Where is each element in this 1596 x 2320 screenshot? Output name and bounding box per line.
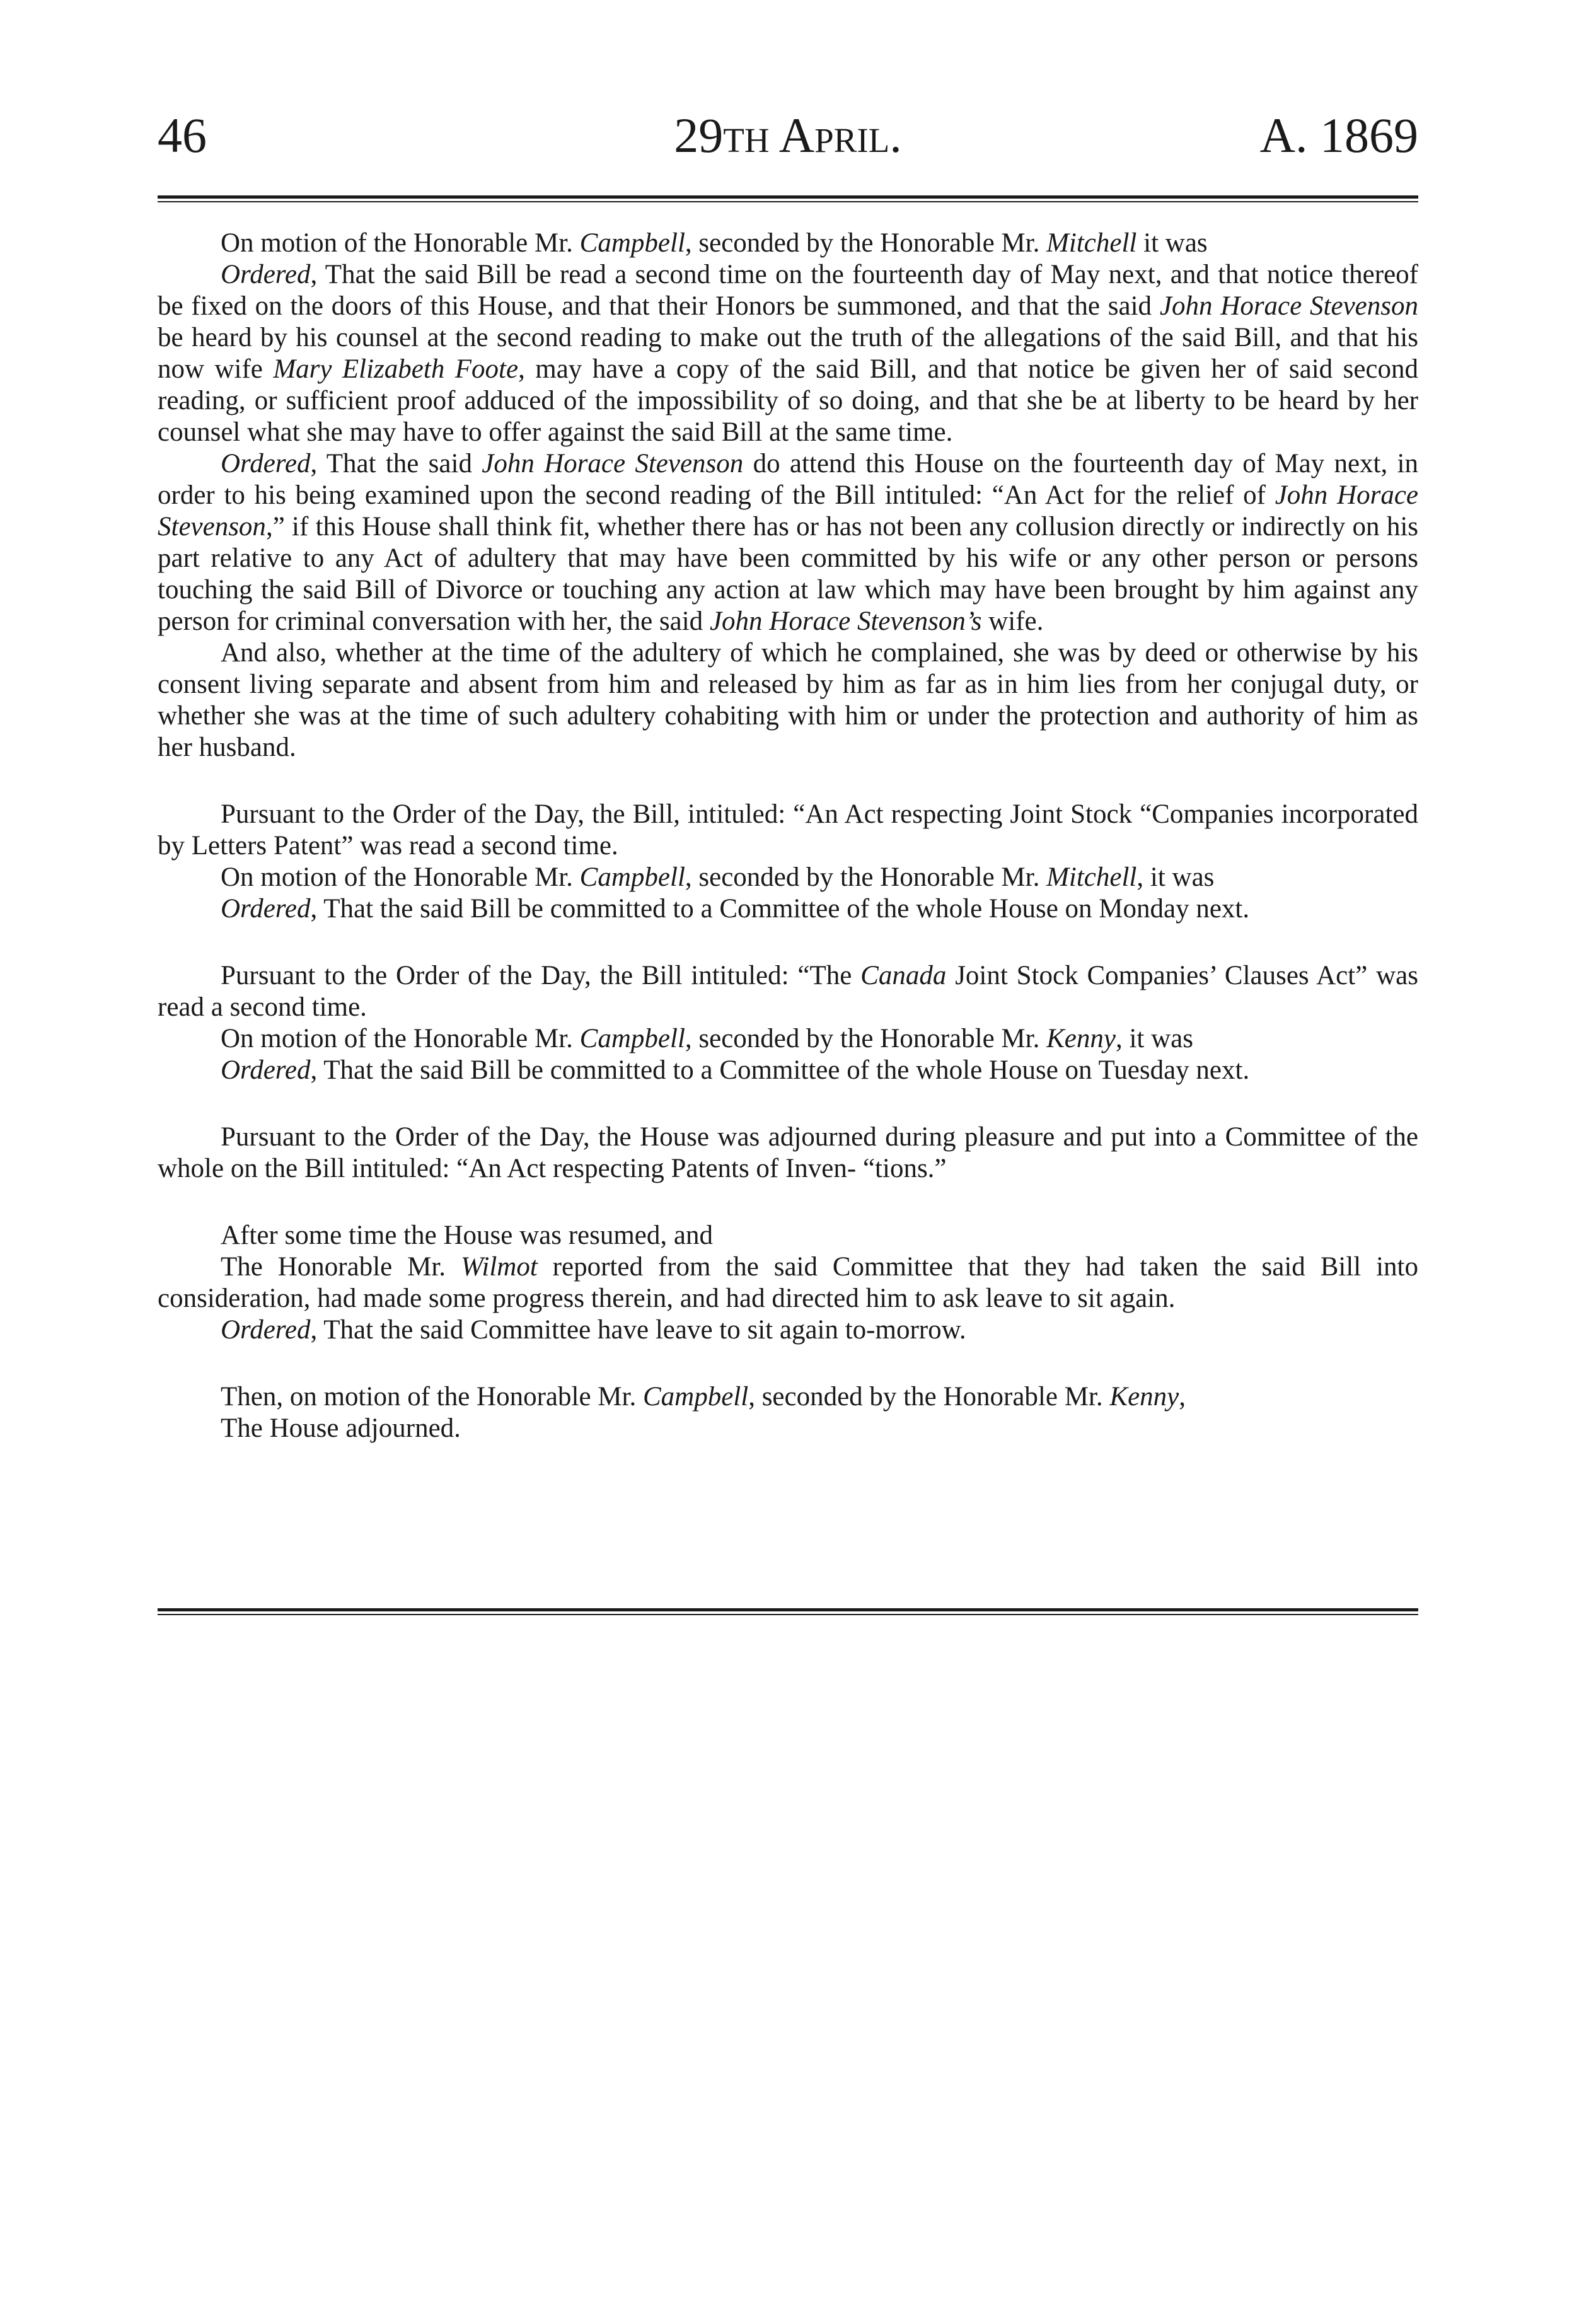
paragraph — [158, 799, 1418, 862]
text-run: Pursuant to the Order of the Day, the Bill intituled: “The — [221, 961, 861, 990]
paragraph — [158, 637, 1418, 763]
footer-rule — [158, 1608, 1418, 1615]
text-run: , That the said — [310, 449, 482, 478]
text-run: reported from the said Committee that they had taken the said Bill into consideration, had made some progress therein, and had directed him to ask leave to sit again. — [158, 1252, 1419, 1313]
text-run: , That the said Bill be read a second time on the fourteenth day of May next, and that notice thereof be fixed on the doors of this House, and that their Honors be summoned, and that the said — [158, 260, 1418, 321]
text-run: , may have a copy of the said Bill, and that notice be given her of said second reading, or sufficient proof adduced of the impossibility of so doing, and that she be at liberty to be heard by her counsel what she may have to offer against the said Bill at the same time. — [158, 354, 1419, 447]
paragraph-gap — [158, 1346, 1418, 1381]
text-run: Then, on motion of the Honorable Mr. — [221, 1382, 643, 1412]
paragraph — [158, 893, 1418, 925]
italic-run: Kenny — [1109, 1382, 1179, 1412]
text-run: wife. — [981, 606, 1044, 636]
paragraph — [158, 228, 1418, 259]
paragraph — [158, 1220, 1418, 1251]
paragraph-gap — [158, 763, 1418, 799]
text-run: The House adjourned. — [221, 1413, 461, 1443]
text-run: After some time the House was resumed, and — [221, 1221, 713, 1250]
text-run: , seconded by the Honorable Mr. — [685, 228, 1047, 258]
text-run: Joint Stock Companies’ Clauses Act” was read a second time. — [158, 961, 1418, 1022]
text-run: , it was — [1115, 1024, 1193, 1053]
text-run: The Honorable Mr. — [221, 1252, 461, 1282]
page-header — [158, 107, 1418, 183]
paragraph — [158, 1055, 1418, 1086]
text-run: do attend this House on the fourteenth day of May next, in order to his being examined upon the second reading of the Bill intituled: “An Act for the relief of — [158, 449, 1418, 510]
paragraph-gap — [158, 925, 1418, 960]
paragraph — [158, 259, 1418, 448]
paragraph — [158, 1381, 1418, 1413]
journal-page — [158, 107, 1418, 1640]
paragraph — [158, 1023, 1418, 1055]
text-run: , it was — [1136, 862, 1215, 892]
italic-run: Mary Elizabeth Foote — [273, 354, 519, 384]
paragraph — [158, 1314, 1418, 1346]
italic-run: Ordered — [221, 1315, 311, 1345]
page-number: 46 — [158, 108, 207, 163]
text-run: Pursuant to the Order of the Day, the Bill, intituled: “An Act respecting Joint Stock “Companies incorporated by Letters Patent” was read a second time. — [158, 799, 1418, 861]
italic-run: Ordered — [221, 1055, 311, 1085]
italic-run: Ordered — [221, 449, 311, 478]
italic-run: Kenny — [1046, 1024, 1116, 1053]
italic-run: Campbell — [579, 862, 685, 892]
italic-run: John Horace Stevenson’s — [709, 606, 982, 636]
text-run: , That the said Bill be committed to a Committee of the whole House on Monday next. — [310, 894, 1250, 924]
italic-run: John Horace Stevenson — [1159, 291, 1418, 321]
italic-run: Campbell — [579, 1024, 685, 1053]
italic-run: Mitchell — [1046, 228, 1137, 258]
text-run: , seconded by the Honorable Mr. — [748, 1382, 1110, 1412]
italic-run: Campbell — [642, 1382, 749, 1412]
text-run: it was — [1136, 228, 1208, 258]
paragraph-gap — [158, 1086, 1418, 1122]
paragraph — [158, 448, 1418, 637]
text-run: , seconded by the Honorable Mr. — [685, 1024, 1047, 1053]
text-run: ,” if this House shall think fit, whether there has or has not been any collusion directly or indirectly on his part relative to any Act of adultery that may have been committed by his wife or any other person or persons touching the said Bill of Divorce or touching any action at law which may have been brought by him against any person for criminal conversation with her, the said — [158, 512, 1418, 636]
text-run: be heard by his counsel at the second reading to make out the truth of the allegations of the said Bill, and that his now wife — [158, 323, 1418, 384]
header-date: 29th April. — [674, 108, 902, 163]
journal-body — [158, 228, 1418, 1444]
italic-run: Campbell — [579, 228, 685, 258]
paragraph — [158, 862, 1418, 893]
italic-run: Mitchell — [1046, 862, 1137, 892]
header-rule — [158, 195, 1418, 202]
text-run: Pursuant to the Order of the Day, the House was adjourned during pleasure and put into a Committee of the whole on the Bill intituled: “An Act respecting Patents of Inven- “tions.” — [158, 1122, 1418, 1183]
paragraph — [158, 1251, 1418, 1314]
italic-run: John Horace Stevenson — [158, 480, 1419, 542]
paragraph — [158, 960, 1418, 1023]
italic-run: Wilmot — [460, 1252, 538, 1282]
italic-run: John Horace Stevenson — [482, 449, 744, 478]
italic-run: Canada — [860, 961, 947, 990]
paragraph-gap — [158, 1185, 1418, 1220]
text-run: And also, whether at the time of the adultery of which he complained, she was by deed or otherwise by his consent living separate and absent from him and released by him as far as in him lies from her conjugal duty, or whether she was at the time of such adultery cohabiting with him or under the protection and authority of him as her husband. — [158, 638, 1418, 762]
text-run: , seconded by the Honorable Mr. — [685, 862, 1047, 892]
text-run: , That the said Bill be committed to a Committee of the whole House on Tuesday next. — [310, 1055, 1250, 1085]
text-run: , — [1179, 1382, 1186, 1412]
paragraph — [158, 1413, 1418, 1444]
italic-run: Ordered — [221, 260, 311, 289]
header-year: A. 1869 — [1259, 108, 1418, 163]
text-run: On motion of the Honorable Mr. — [221, 862, 580, 892]
text-run: On motion of the Honorable Mr. — [221, 1024, 580, 1053]
paragraph — [158, 1122, 1418, 1185]
text-run: , That the said Committee have leave to sit again to-morrow. — [310, 1315, 966, 1345]
italic-run: Ordered — [221, 894, 311, 924]
text-run: On motion of the Honorable Mr. — [221, 228, 580, 258]
